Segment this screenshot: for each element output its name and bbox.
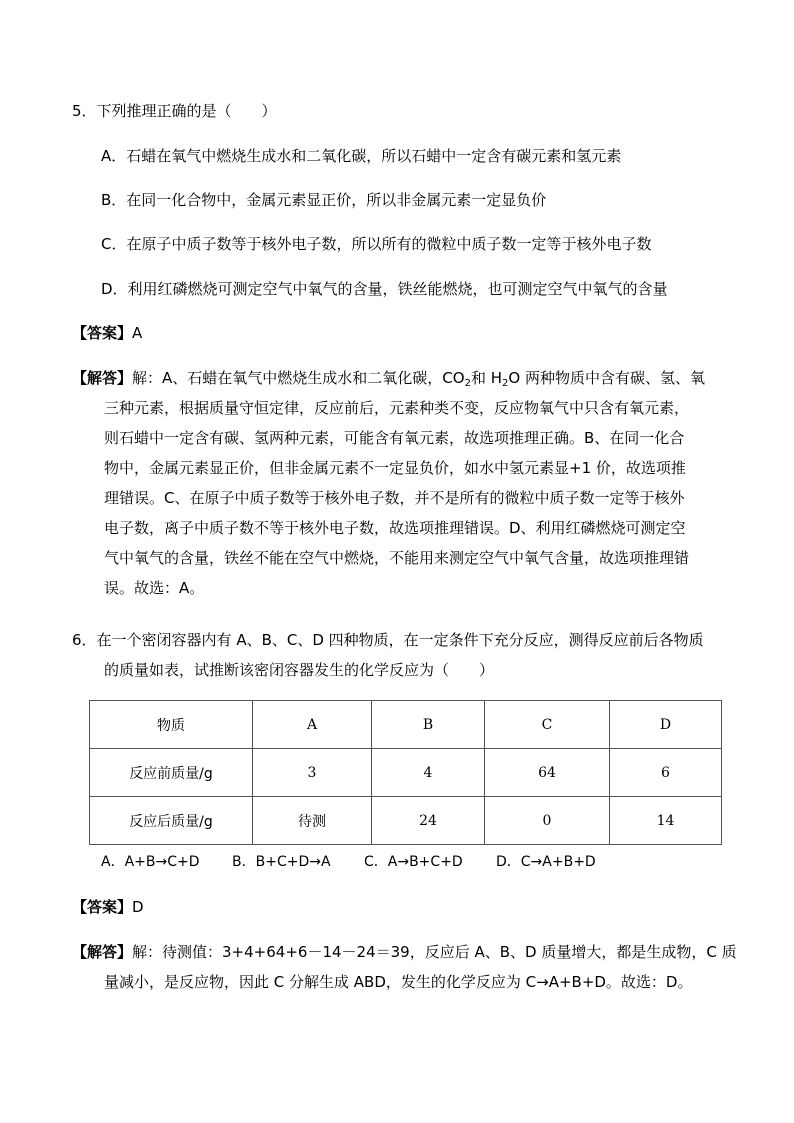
answer-value: D	[132, 898, 144, 916]
analysis-text: O 两种物质中含有碳、氢、氧	[508, 369, 705, 387]
q6-stem-line-1: 6．在一个密闭容器内有 A、B、C、D 四种物质，在一定条件下充分反应，测得反应前后各物质	[72, 631, 704, 649]
table-cell: 64	[485, 749, 610, 797]
analysis-text: 解：A、石蜡在氧气中燃烧生成水和二氧化碳，CO	[132, 369, 465, 387]
table-cell: 4	[372, 749, 485, 797]
q6-answer	[72, 897, 144, 917]
q5-analysis-line-5: 理错误。C、在原子中质子数等于核外电子数，并不是所有的微粒中质子数一定等于核外	[104, 489, 685, 507]
q5-option-a: A．石蜡在氧气中燃烧生成水和二氧化碳，所以石蜡中一定含有碳元素和氢元素	[101, 147, 622, 165]
q5-analysis-line-4: 物中，金属元素显正价，但非金属元素不一定显负价，如水中氢元素显+1 价，故选项推	[104, 459, 686, 477]
table-cell: 待测	[253, 797, 372, 845]
mass-table	[89, 700, 722, 845]
table-cell: 6	[610, 749, 722, 797]
table-header-row	[90, 701, 722, 749]
q6-analysis-line-2: 量减小，是反应物，因此 C 分解生成 ABD，发生的化学反应为 C→A+B+D。故选：D。	[104, 973, 693, 991]
q5-analysis-line-1	[72, 368, 705, 388]
table-header-cell: 物质	[90, 701, 253, 749]
q5-option-b: B．在同一化合物中，金属元素显正价，所以非金属元素一定显负价	[101, 191, 547, 209]
q5-answer	[72, 323, 142, 343]
table-header-cell: A	[253, 701, 372, 749]
table-cell: 0	[485, 797, 610, 845]
analysis-text: 和 H	[470, 369, 502, 387]
q6-stem-line-2: 的质量如表，试推断该密闭容器发生的化学反应为（ ）	[104, 661, 495, 679]
q6-option-d: D．C→A+B+D	[496, 854, 596, 870]
q5-stem: 5．下列推理正确的是（ ）	[72, 102, 277, 120]
analysis-label: 【解答】	[72, 369, 133, 387]
answer-value: A	[132, 324, 143, 342]
q5-option-c: C．在原子中质子数等于核外电子数，所以所有的微粒中质子数一定等于核外电子数	[101, 235, 652, 253]
q5-analysis-line-7: 气中氧气的含量，铁丝不能在空气中燃烧，不能用来测定空气中氧气含量，故选项推理错	[104, 549, 690, 567]
q6-analysis-line-1	[72, 942, 737, 962]
table-row	[90, 749, 722, 797]
table-header-cell: D	[610, 701, 722, 749]
table-header-cell: C	[485, 701, 610, 749]
q6-option-a: A．A+B→C+D	[101, 854, 200, 870]
q5-option-d: D．利用红磷燃烧可测定空气中氧气的含量，铁丝能燃烧，也可测定空气中氧气的含量	[101, 280, 668, 298]
answer-label: 【答案】	[72, 324, 133, 342]
subscript: 2	[502, 378, 509, 389]
subscript: 2	[464, 378, 471, 389]
q5-analysis-line-2: 三种元素，根据质量守恒定律，反应前后，元素种类不变，反应物氧气中只含有氧元素，	[104, 399, 690, 417]
q5-analysis-line-8: 误。故选：A。	[104, 579, 205, 597]
table-cell: 14	[610, 797, 722, 845]
q5-analysis-line-3: 则石蜡中一定含有碳、氢两种元素，可能含有氧元素，故选项推理正确。B、在同一化合	[104, 429, 685, 447]
answer-label: 【答案】	[72, 898, 133, 916]
table-row	[90, 797, 722, 845]
analysis-label: 【解答】	[72, 943, 133, 961]
table-cell: 反应前质量/g	[90, 749, 253, 797]
q5-analysis-line-6: 电子数，离子中质子数不等于核外电子数，故选项推理错误。D、利用红磷燃烧可测定空	[104, 519, 686, 537]
table-header-cell: B	[372, 701, 485, 749]
table-cell: 24	[372, 797, 485, 845]
q6-option-c: C．A→B+C+D	[364, 854, 463, 870]
q6-option-b: B．B+C+D→A	[232, 854, 331, 870]
table-cell: 反应后质量/g	[90, 797, 253, 845]
table-cell: 3	[253, 749, 372, 797]
analysis-text: 解：待测值：3+4+64+6－14－24＝39，反应后 A、B、D 质量增大，都是生成物，C 质	[132, 943, 737, 961]
